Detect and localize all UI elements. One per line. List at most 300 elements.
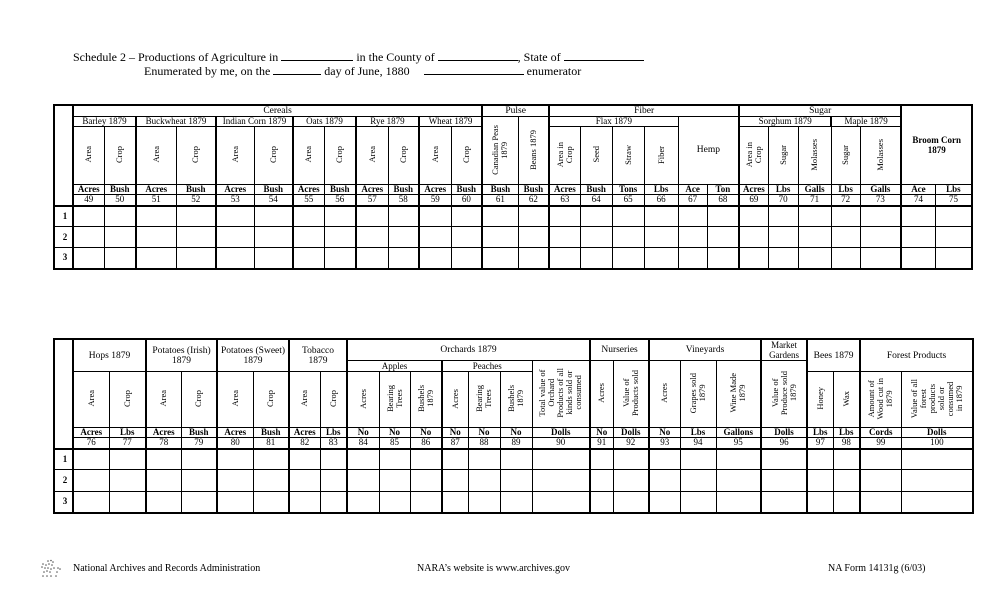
col-number-56: 56 xyxy=(324,195,356,206)
col-header-91: Acres xyxy=(590,361,613,428)
entry-cell-74[interactable] xyxy=(901,206,935,227)
entry-cell-81[interactable] xyxy=(253,470,289,492)
col-header-label: Area xyxy=(229,390,240,407)
entry-cell-76[interactable] xyxy=(73,492,109,513)
entry-cell-82[interactable] xyxy=(289,492,320,513)
entry-cell-75[interactable] xyxy=(935,227,972,248)
entry-cell-96[interactable] xyxy=(761,470,807,492)
entry-cell-99[interactable] xyxy=(860,470,901,492)
entry-cell-99[interactable] xyxy=(860,449,901,470)
entry-cell-54[interactable] xyxy=(254,206,293,227)
entry-cell-54[interactable] xyxy=(254,227,293,248)
entry-cell-61[interactable] xyxy=(482,206,518,227)
entry-cell-57[interactable] xyxy=(356,227,388,248)
col-number-76: 76 xyxy=(73,438,109,449)
col-header-62: Beans 1879 xyxy=(518,117,549,185)
col-unit-61: Bush xyxy=(482,185,518,195)
col-header-80 xyxy=(217,372,253,428)
col-unit-64: Bush xyxy=(580,185,612,195)
entry-cell-65[interactable] xyxy=(612,227,644,248)
entry-cell-64[interactable] xyxy=(580,206,612,227)
entry-cell-98[interactable] xyxy=(833,470,860,492)
entry-cell-74[interactable] xyxy=(901,227,935,248)
entry-cell-60[interactable] xyxy=(451,206,482,227)
entry-cell-93[interactable] xyxy=(649,492,680,513)
row-number: 2 xyxy=(54,227,73,248)
group-bees: Bees 1879 xyxy=(807,339,860,372)
col-header-label: Area xyxy=(150,146,161,163)
col-header-85 xyxy=(379,372,410,428)
entry-cell-95[interactable] xyxy=(716,470,761,492)
entry-cell-94[interactable] xyxy=(680,449,716,470)
entry-cell-96[interactable] xyxy=(761,492,807,513)
col-number-75: 75 xyxy=(935,195,972,206)
entry-cell-71[interactable] xyxy=(798,248,831,269)
col-header-label: Crop xyxy=(397,146,408,163)
table-row xyxy=(54,470,973,492)
entry-cell-90[interactable] xyxy=(532,449,590,470)
col-header-95: Wine Made 1879 xyxy=(716,361,761,428)
entry-cell-63[interactable] xyxy=(549,206,580,227)
entry-cell-94[interactable] xyxy=(680,470,716,492)
entry-cell-80[interactable] xyxy=(217,492,253,513)
col-unit-91: No xyxy=(590,428,613,438)
col-header-78 xyxy=(146,372,181,428)
col-header-61: Canadian Peas 1879 xyxy=(482,117,518,185)
col-header-label: Straw xyxy=(622,144,633,165)
entry-cell-86[interactable] xyxy=(410,470,442,492)
entry-cell-60[interactable] xyxy=(451,227,482,248)
col-number-80: 80 xyxy=(217,438,253,449)
col-unit-58: Bush xyxy=(388,185,419,195)
entry-cell-92[interactable] xyxy=(613,470,649,492)
entry-cell-76[interactable] xyxy=(73,449,109,470)
col-header-58 xyxy=(388,127,419,185)
col-header-49 xyxy=(73,127,104,185)
col-header-label: Bushels 1879 xyxy=(506,385,526,412)
entry-cell-52[interactable] xyxy=(176,248,216,269)
entry-cell-83[interactable] xyxy=(320,470,347,492)
col-unit-52: Bush xyxy=(176,185,216,195)
col-header-label: Area xyxy=(229,146,240,163)
entry-cell-59[interactable] xyxy=(419,206,451,227)
entry-cell-50[interactable] xyxy=(104,227,136,248)
group-tobacco: Tobacco 1879 xyxy=(289,339,347,372)
enumerator-blank-field[interactable] xyxy=(424,63,524,75)
subgroup-apples: Apples xyxy=(347,361,442,372)
col-number-77: 77 xyxy=(109,438,146,449)
entry-cell-51[interactable] xyxy=(136,248,176,269)
entry-cell-59[interactable] xyxy=(419,227,451,248)
row-number: 1 xyxy=(54,206,73,227)
entry-cell-95[interactable] xyxy=(716,449,761,470)
col-unit-75: Lbs xyxy=(935,185,972,195)
entry-cell-88[interactable] xyxy=(468,470,500,492)
entry-cell-97[interactable] xyxy=(807,492,833,513)
entry-cell-52[interactable] xyxy=(176,206,216,227)
entry-cell-93[interactable] xyxy=(649,449,680,470)
entry-cell-91[interactable] xyxy=(590,492,613,513)
col-unit-53: Acres xyxy=(216,185,254,195)
col-number-61: 61 xyxy=(482,195,518,206)
entry-cell-85[interactable] xyxy=(379,492,410,513)
entry-cell-50[interactable] xyxy=(104,248,136,269)
col-header-82 xyxy=(289,372,320,428)
col-header-54 xyxy=(254,127,293,185)
entry-cell-70[interactable] xyxy=(768,248,798,269)
entry-cell-62[interactable] xyxy=(518,206,549,227)
entry-cell-62[interactable] xyxy=(518,248,549,269)
entry-cell-79[interactable] xyxy=(181,492,217,513)
entry-cell-83[interactable] xyxy=(320,492,347,513)
col-number-100: 100 xyxy=(901,438,973,449)
col-header-label: Acres xyxy=(449,388,460,409)
entry-cell-92[interactable] xyxy=(613,492,649,513)
entry-cell-60[interactable] xyxy=(451,248,482,269)
entry-cell-71[interactable] xyxy=(798,227,831,248)
entry-cell-56[interactable] xyxy=(324,206,356,227)
col-header-64 xyxy=(580,127,612,185)
entry-cell-66[interactable] xyxy=(644,227,678,248)
day-blank-field[interactable] xyxy=(273,63,321,75)
entry-cell-87[interactable] xyxy=(442,492,468,513)
entry-cell-49[interactable] xyxy=(73,206,104,227)
entry-cell-88[interactable] xyxy=(468,492,500,513)
col-unit-56: Bush xyxy=(324,185,356,195)
col-header-77 xyxy=(109,372,146,428)
subgroup-hemp: Hemp xyxy=(678,117,739,185)
entry-cell-79[interactable] xyxy=(181,470,217,492)
entry-cell-56[interactable] xyxy=(324,227,356,248)
entry-cell-89[interactable] xyxy=(500,470,532,492)
col-number-90: 90 xyxy=(532,438,590,449)
col-header-72 xyxy=(831,127,860,185)
entry-cell-89[interactable] xyxy=(500,492,532,513)
entry-cell-84[interactable] xyxy=(347,492,379,513)
entry-cell-52[interactable] xyxy=(176,227,216,248)
entry-cell-80[interactable] xyxy=(217,470,253,492)
entry-cell-90[interactable] xyxy=(532,470,590,492)
col-number-99: 99 xyxy=(860,438,901,449)
entry-cell-75[interactable] xyxy=(935,206,972,227)
col-header-65 xyxy=(612,127,644,185)
col-number-97: 97 xyxy=(807,438,833,449)
col-number-82: 82 xyxy=(289,438,320,449)
title-text-1: Schedule 2 – Productions of Agriculture in xyxy=(73,50,279,64)
entry-cell-96[interactable] xyxy=(761,449,807,470)
entry-cell-89[interactable] xyxy=(500,449,532,470)
entry-cell-64[interactable] xyxy=(580,248,612,269)
entry-cell-71[interactable] xyxy=(798,206,831,227)
entry-cell-51[interactable] xyxy=(136,206,176,227)
col-number-73: 73 xyxy=(860,195,901,206)
county-blank-field[interactable] xyxy=(438,49,518,61)
col-header-73 xyxy=(860,127,901,185)
entry-cell-74[interactable] xyxy=(901,248,935,269)
entry-cell-66[interactable] xyxy=(644,206,678,227)
entry-cell-92[interactable] xyxy=(613,449,649,470)
entry-cell-90[interactable] xyxy=(532,492,590,513)
group-pulse: Pulse xyxy=(482,105,549,117)
entry-cell-73[interactable] xyxy=(860,248,901,269)
entry-cell-65[interactable] xyxy=(612,206,644,227)
col-unit-72: Lbs xyxy=(831,185,860,195)
entry-cell-56[interactable] xyxy=(324,248,356,269)
col-number-72: 72 xyxy=(831,195,860,206)
subgroup-flax: Flax 1879 xyxy=(549,117,678,127)
col-header-label: Area xyxy=(366,146,377,163)
entry-cell-98[interactable] xyxy=(833,492,860,513)
entry-cell-72[interactable] xyxy=(831,227,860,248)
entry-cell-73[interactable] xyxy=(860,206,901,227)
col-unit-66: Lbs xyxy=(644,185,678,195)
group-sugar: Sugar xyxy=(739,105,901,117)
entry-cell-67[interactable] xyxy=(678,206,707,227)
col-number-83: 83 xyxy=(320,438,347,449)
col-header-59 xyxy=(419,127,451,185)
col-unit-79: Bush xyxy=(181,428,217,438)
entry-cell-51[interactable] xyxy=(136,227,176,248)
col-number-69: 69 xyxy=(739,195,768,206)
col-header-51 xyxy=(136,127,176,185)
col-header-label: Area xyxy=(429,146,440,163)
entry-cell-91[interactable] xyxy=(590,470,613,492)
entry-cell-70[interactable] xyxy=(768,206,798,227)
entry-cell-68[interactable] xyxy=(707,227,739,248)
col-number-60: 60 xyxy=(451,195,482,206)
entry-cell-80[interactable] xyxy=(217,449,253,470)
state-of-blank-field[interactable] xyxy=(564,49,644,61)
entry-cell-72[interactable] xyxy=(831,248,860,269)
entry-cell-58[interactable] xyxy=(388,248,419,269)
table-row xyxy=(54,206,972,227)
col-header-label: Amount of Wood cut in 1879 xyxy=(866,377,895,420)
col-number-68: 68 xyxy=(707,195,739,206)
col-unit-71: Galls xyxy=(798,185,831,195)
entry-cell-75[interactable] xyxy=(935,248,972,269)
entry-cell-61[interactable] xyxy=(482,248,518,269)
col-header-90: Total value of Orchard Products of all kinds sold or consumed xyxy=(532,361,590,428)
entry-cell-98[interactable] xyxy=(833,449,860,470)
subgroup-wheat: Wheat 1879 xyxy=(419,117,482,127)
col-header-label: Crop xyxy=(327,390,338,407)
col-header-label: Crop xyxy=(114,146,125,163)
entry-cell-70[interactable] xyxy=(768,227,798,248)
entry-cell-54[interactable] xyxy=(254,248,293,269)
col-unit-87: No xyxy=(442,428,468,438)
entry-cell-100[interactable] xyxy=(901,449,973,470)
col-number-49: 49 xyxy=(73,195,104,206)
entry-cell-61[interactable] xyxy=(482,227,518,248)
entry-cell-67[interactable] xyxy=(678,248,707,269)
col-number-67: 67 xyxy=(678,195,707,206)
entry-cell-84[interactable] xyxy=(347,470,379,492)
entry-cell-62[interactable] xyxy=(518,227,549,248)
entry-cell-88[interactable] xyxy=(468,449,500,470)
entry-cell-58[interactable] xyxy=(388,206,419,227)
entry-cell-49[interactable] xyxy=(73,248,104,269)
col-unit-78: Acres xyxy=(146,428,181,438)
entry-cell-100[interactable] xyxy=(901,470,973,492)
entry-cell-93[interactable] xyxy=(649,470,680,492)
col-unit-86: No xyxy=(410,428,442,438)
entry-cell-85[interactable] xyxy=(379,470,410,492)
group-vineyards: Vineyards xyxy=(649,339,761,361)
col-number-52: 52 xyxy=(176,195,216,206)
entry-cell-76[interactable] xyxy=(73,470,109,492)
col-header-label: Acres xyxy=(357,388,368,409)
entry-cell-69[interactable] xyxy=(739,248,768,269)
entry-cell-50[interactable] xyxy=(104,206,136,227)
entry-cell-81[interactable] xyxy=(253,449,289,470)
entry-cell-69[interactable] xyxy=(739,206,768,227)
entry-cell-78[interactable] xyxy=(146,449,181,470)
entry-cell-55[interactable] xyxy=(293,227,324,248)
entry-cell-63[interactable] xyxy=(549,227,580,248)
col-number-84: 84 xyxy=(347,438,379,449)
agriculture-table-2 xyxy=(53,338,974,514)
footer-agency: National Archives and Records Administration xyxy=(73,563,261,574)
entry-cell-84[interactable] xyxy=(347,449,379,470)
col-header-label: Area xyxy=(158,390,169,407)
col-number-65: 65 xyxy=(612,195,644,206)
col-header-55 xyxy=(293,127,324,185)
col-unit-77: Lbs xyxy=(109,428,146,438)
entry-cell-53[interactable] xyxy=(216,227,254,248)
entry-cell-65[interactable] xyxy=(612,248,644,269)
table-row xyxy=(54,227,972,248)
col-unit-90: Dolls xyxy=(532,428,590,438)
entry-cell-82[interactable] xyxy=(289,470,320,492)
entry-cell-55[interactable] xyxy=(293,206,324,227)
entry-cell-94[interactable] xyxy=(680,492,716,513)
footer-website: NARA’s website is www.archives.gov xyxy=(417,563,570,574)
entry-cell-57[interactable] xyxy=(356,248,388,269)
entry-cell-86[interactable] xyxy=(410,449,442,470)
entry-cell-97[interactable] xyxy=(807,449,833,470)
col-header-label: Area in Crop xyxy=(554,141,574,168)
col-number-66: 66 xyxy=(644,195,678,206)
entry-cell-83[interactable] xyxy=(320,449,347,470)
table-row xyxy=(54,248,972,269)
col-unit-57: Acres xyxy=(356,185,388,195)
entry-cell-81[interactable] xyxy=(253,492,289,513)
col-number-98: 98 xyxy=(833,438,860,449)
col-header-label: Crop xyxy=(265,390,276,407)
subgroup-buckwheat: Buckwheat 1879 xyxy=(136,117,216,127)
col-header-60 xyxy=(451,127,482,185)
col-header-label: Fiber xyxy=(655,145,666,164)
col-header-79 xyxy=(181,372,217,428)
entry-cell-55[interactable] xyxy=(293,248,324,269)
footer-form-number: NA Form 14131g (6/03) xyxy=(828,563,926,574)
col-unit-54: Bush xyxy=(254,185,293,195)
entry-cell-64[interactable] xyxy=(580,227,612,248)
col-header-52 xyxy=(176,127,216,185)
entry-cell-67[interactable] xyxy=(678,227,707,248)
col-header-label: Area xyxy=(303,146,314,163)
entry-cell-99[interactable] xyxy=(860,492,901,513)
col-header-label: Area xyxy=(299,390,310,407)
subgroup-maple: Maple 1879 xyxy=(831,117,901,127)
entry-cell-77[interactable] xyxy=(109,470,146,492)
col-number-94: 94 xyxy=(680,438,716,449)
col-unit-97: Lbs xyxy=(807,428,833,438)
entry-cell-100[interactable] xyxy=(901,492,973,513)
entry-cell-58[interactable] xyxy=(388,227,419,248)
entry-cell-53[interactable] xyxy=(216,206,254,227)
col-number-57: 57 xyxy=(356,195,388,206)
entry-cell-86[interactable] xyxy=(410,492,442,513)
col-number-91: 91 xyxy=(590,438,613,449)
col-unit-73: Galls xyxy=(860,185,901,195)
col-header-98 xyxy=(833,372,860,428)
entry-cell-77[interactable] xyxy=(109,449,146,470)
subgroup-indian-corn: Indian Corn 1879 xyxy=(216,117,293,127)
entry-cell-49[interactable] xyxy=(73,227,104,248)
col-header-89 xyxy=(500,372,532,428)
row-number-header xyxy=(54,105,73,206)
state-blank-field[interactable] xyxy=(281,49,353,61)
col-number-55: 55 xyxy=(293,195,324,206)
table-row xyxy=(54,449,973,470)
entry-cell-82[interactable] xyxy=(289,449,320,470)
col-header-50 xyxy=(104,127,136,185)
entry-cell-78[interactable] xyxy=(146,492,181,513)
entry-cell-79[interactable] xyxy=(181,449,217,470)
col-unit-67: Ace xyxy=(678,185,707,195)
entry-cell-73[interactable] xyxy=(860,227,901,248)
entry-cell-78[interactable] xyxy=(146,470,181,492)
entry-cell-95[interactable] xyxy=(716,492,761,513)
entry-cell-72[interactable] xyxy=(831,206,860,227)
entry-cell-77[interactable] xyxy=(109,492,146,513)
col-header-88 xyxy=(468,372,500,428)
col-header-87 xyxy=(442,372,468,428)
entry-cell-68[interactable] xyxy=(707,248,739,269)
entry-cell-66[interactable] xyxy=(644,248,678,269)
entry-cell-57[interactable] xyxy=(356,206,388,227)
col-header-56 xyxy=(324,127,356,185)
col-number-79: 79 xyxy=(181,438,217,449)
entry-cell-68[interactable] xyxy=(707,206,739,227)
col-header-label: Crop xyxy=(121,390,132,407)
subgroup-sorghum: Sorghum 1879 xyxy=(739,117,831,127)
col-number-71: 71 xyxy=(798,195,831,206)
col-number-58: 58 xyxy=(388,195,419,206)
row-number: 2 xyxy=(54,470,73,492)
entry-cell-69[interactable] xyxy=(739,227,768,248)
col-header-label: Sugar xyxy=(840,144,851,165)
col-unit-95: Gallons xyxy=(716,428,761,438)
col-header-81 xyxy=(253,372,289,428)
entry-cell-59[interactable] xyxy=(419,248,451,269)
row-number: 1 xyxy=(54,449,73,470)
col-header-100 xyxy=(901,372,973,428)
col-number-95: 95 xyxy=(716,438,761,449)
entry-cell-97[interactable] xyxy=(807,470,833,492)
entry-cell-91[interactable] xyxy=(590,449,613,470)
entry-cell-63[interactable] xyxy=(549,248,580,269)
col-header-84 xyxy=(347,372,379,428)
col-number-63: 63 xyxy=(549,195,580,206)
col-number-93: 93 xyxy=(649,438,680,449)
col-number-51: 51 xyxy=(136,195,176,206)
entry-cell-85[interactable] xyxy=(379,449,410,470)
entry-cell-87[interactable] xyxy=(442,470,468,492)
entry-cell-53[interactable] xyxy=(216,248,254,269)
entry-cell-87[interactable] xyxy=(442,449,468,470)
